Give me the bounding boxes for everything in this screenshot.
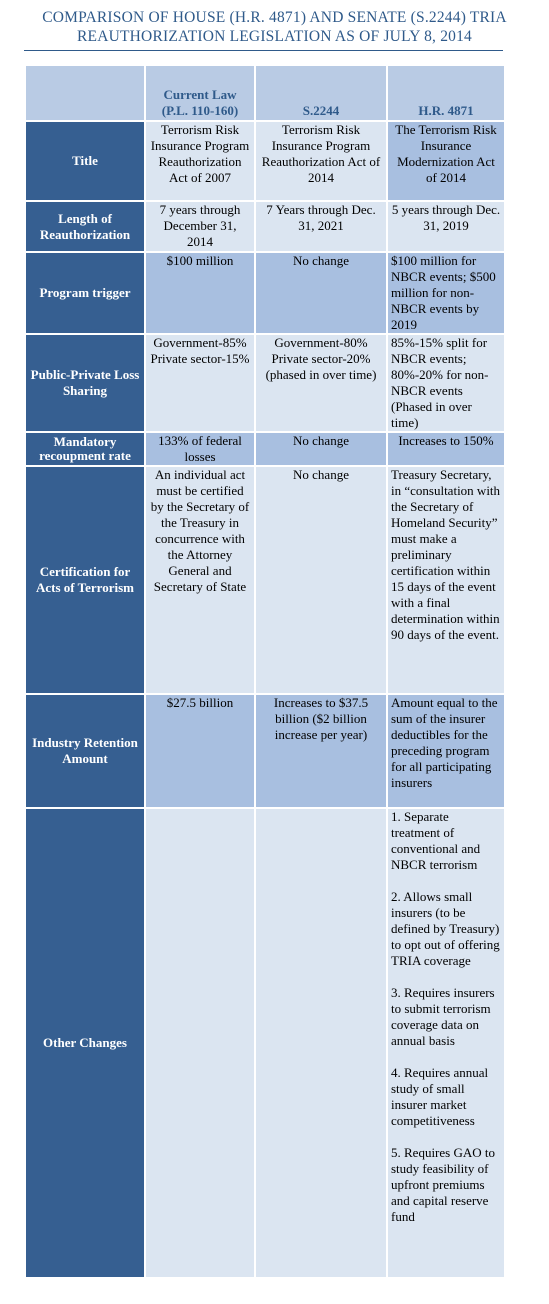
other-change-item: 2. Allows small insurers (to be defined by Treasury) to opt out of offering TRIA coverage <box>391 889 500 968</box>
table-row-recoupment <box>25 432 505 466</box>
table-row-other <box>25 808 505 1278</box>
cell-recoupment-current: 133% of federal losses <box>145 432 255 466</box>
table-row-retention <box>25 694 505 808</box>
other-change-item: 4. Requires annual study of small insurer market competitiveness <box>391 1065 489 1128</box>
cell-recoupment-hr4871: Increases to 150% <box>387 432 505 466</box>
cell-sharing-hr4871: 85%-15% split for NBCR events; 80%-20% for non-NBCR events (Phased in over time) <box>387 334 505 432</box>
table-row-sharing <box>25 334 505 432</box>
column-header-hr4871: H.R. 4871 <box>387 65 505 121</box>
title-divider <box>24 50 503 51</box>
row-header-sharing: Public-Private Loss Sharing <box>25 334 145 432</box>
cell-sharing-current: Government-85% Private sector-15% <box>145 334 255 432</box>
column-header-s2244: S.2244 <box>255 65 387 121</box>
row-header-other: Other Changes <box>25 808 145 1278</box>
other-change-item: 1. Separate treatment of conventional and NBCR terrorism <box>391 809 481 872</box>
item-spacer <box>391 1129 501 1145</box>
cell-trigger-hr4871: $100 million for NBCR events; $500 million for non-NBCR events by 2019 <box>387 252 505 334</box>
title-line-1: COMPARISON OF HOUSE (H.R. 4871) AND SENATE (S.2244) TRIA <box>42 9 507 26</box>
row-header-length: Length of Reauthorization <box>25 201 145 252</box>
header-row <box>25 65 505 121</box>
cell-other-s2244 <box>255 808 387 1278</box>
cell-certification-hr4871: Treasury Secretary, in “consultation with the Secretary of Homeland Security” must make a preliminary certification within 15 days of the event with a final determination within 90 days of the event. <box>387 466 505 694</box>
cell-other-current <box>145 808 255 1278</box>
cell-title-hr4871: The Terrorism Risk Insurance Modernization Act of 2014 <box>387 121 505 201</box>
document-title <box>0 8 549 46</box>
other-change-item: 3. Requires insurers to submit terrorism coverage data on annual basis <box>391 985 495 1048</box>
cell-title-s2244: Terrorism Risk Insurance Program Reauthorization Act of 2014 <box>255 121 387 201</box>
cell-retention-current: $27.5 billion <box>145 694 255 808</box>
cell-other-hr4871 <box>387 808 505 1278</box>
cell-certification-s2244: No change <box>255 466 387 694</box>
item-spacer <box>391 969 501 985</box>
title-line-2: REAUTHORIZATION LEGISLATION AS OF JULY 8, 2014 <box>77 28 472 45</box>
comparison-table <box>24 64 506 1279</box>
cell-retention-hr4871: Amount equal to the sum of the insurer deductibles for the preceding program for all participating insurers <box>387 694 505 808</box>
row-header-title: Title <box>25 121 145 201</box>
cell-length-current: 7 years through December 31, 2014 <box>145 201 255 252</box>
row-header-certification: Certification for Acts of Terrorism <box>25 466 145 694</box>
cell-title-current: Terrorism Risk Insurance Program Reauthorization Act of 2007 <box>145 121 255 201</box>
cell-trigger-s2244: No change <box>255 252 387 334</box>
cell-length-hr4871: 5 years through Dec. 31, 2019 <box>387 201 505 252</box>
cell-sharing-s2244: Government-80% Private sector-20% (phased in over time) <box>255 334 387 432</box>
row-header-trigger: Program trigger <box>25 252 145 334</box>
table-row-length <box>25 201 505 252</box>
table-row-trigger <box>25 252 505 334</box>
row-header-retention: Industry Retention Amount <box>25 694 145 808</box>
cell-length-s2244: 7 Years through Dec. 31, 2021 <box>255 201 387 252</box>
table-row-title <box>25 121 505 201</box>
column-header-current-law: Current Law (P.L. 110-160) <box>145 65 255 121</box>
table-row-certification <box>25 466 505 694</box>
item-spacer <box>391 873 501 889</box>
cell-retention-s2244: Increases to $37.5 billion ($2 billion increase per year) <box>255 694 387 808</box>
row-header-recoupment: Mandatory recoupment rate <box>25 432 145 466</box>
cell-certification-current: An individual act must be certified by the Secretary of the Treasury in concurrence with the Attorney General and Secretary of State <box>145 466 255 694</box>
cell-trigger-current: $100 million <box>145 252 255 334</box>
cell-recoupment-s2244: No change <box>255 432 387 466</box>
header-corner-cell <box>25 65 145 121</box>
other-change-item: 5. Requires GAO to study feasibility of upfront premiums and capital reserve fund <box>391 1145 495 1224</box>
item-spacer <box>391 1049 501 1065</box>
